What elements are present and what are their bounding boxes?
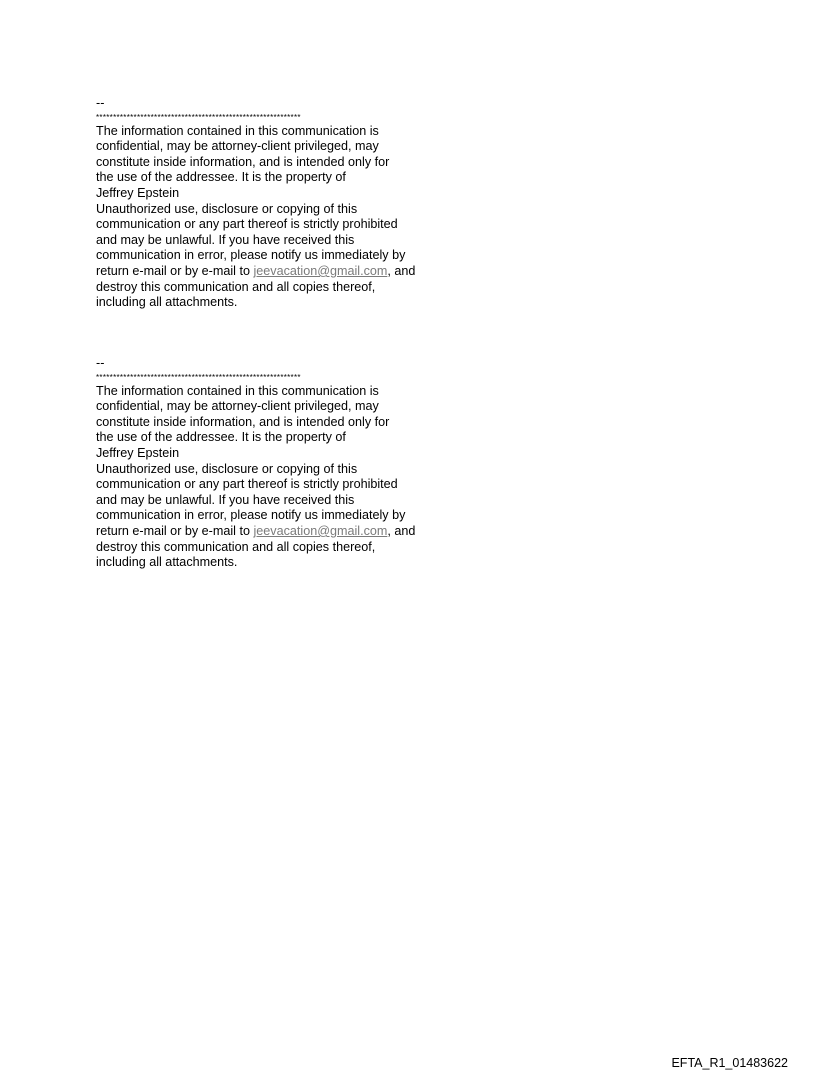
return-email-line	[96, 264, 456, 280]
disclaimer-line: communication or any part thereof is strictly prohibited	[96, 477, 398, 492]
disclaimer-line: constitute inside information, and is intended only for	[96, 154, 390, 169]
disclaimer-line: The information contained in this communication is	[96, 383, 379, 398]
return-prefix: return e-mail or by e-mail to	[96, 523, 254, 538]
disclaimer-line: the use of the addressee. It is the property of	[96, 430, 346, 445]
disclaimer-line: and may be unlawful. If you have received this	[96, 492, 355, 507]
disclaimer-line: communication in error, please notify us immediately by	[96, 508, 406, 523]
disclaimer-line: Unauthorized use, disclosure or copying of this	[96, 461, 358, 476]
disclaimer-line: confidential, may be attorney-client privileged, may	[96, 139, 379, 154]
signature-separator: --	[96, 96, 105, 110]
email-link[interactable]: jeevacation@gmail.com	[253, 523, 388, 538]
disclaimer-line: communication or any part thereof is strictly prohibited	[96, 217, 398, 232]
disclaimer-line: Jeffrey Epstein	[96, 445, 180, 460]
disclaimer-line: destroy this communication and all copies thereof,	[96, 539, 376, 554]
asterisk-divider: ************************************************************	[96, 112, 301, 122]
disclaimer-line: confidential, may be attorney-client privileged, may	[96, 399, 379, 414]
disclaimer-line: constitute inside information, and is intended only for	[96, 414, 390, 429]
disclaimer-line: including all attachments.	[96, 295, 238, 310]
return-email-line	[96, 524, 456, 540]
document-id: EFTA_R1_01483622	[671, 1056, 788, 1070]
disclaimer-line: and may be unlawful. If you have received this	[96, 232, 355, 247]
disclaimer-line: communication in error, please notify us immediately by	[96, 248, 406, 263]
disclaimer-line: Jeffrey Epstein	[96, 185, 180, 200]
disclaimer-block	[96, 96, 456, 311]
asterisk-divider: ************************************************************	[96, 372, 301, 382]
signature-separator: --	[96, 356, 105, 370]
disclaimer-line: Unauthorized use, disclosure or copying of this	[96, 201, 358, 216]
disclaimer-line: the use of the addressee. It is the property of	[96, 170, 346, 185]
disclaimer-line: destroy this communication and all copies thereof,	[96, 279, 376, 294]
disclaimer-line: The information contained in this communication is	[96, 123, 379, 138]
email-link[interactable]: jeevacation@gmail.com	[253, 263, 388, 278]
return-suffix: , and	[387, 523, 416, 538]
disclaimer-block	[96, 356, 456, 571]
return-suffix: , and	[387, 263, 416, 278]
disclaimer-line: including all attachments.	[96, 555, 238, 570]
return-prefix: return e-mail or by e-mail to	[96, 263, 254, 278]
